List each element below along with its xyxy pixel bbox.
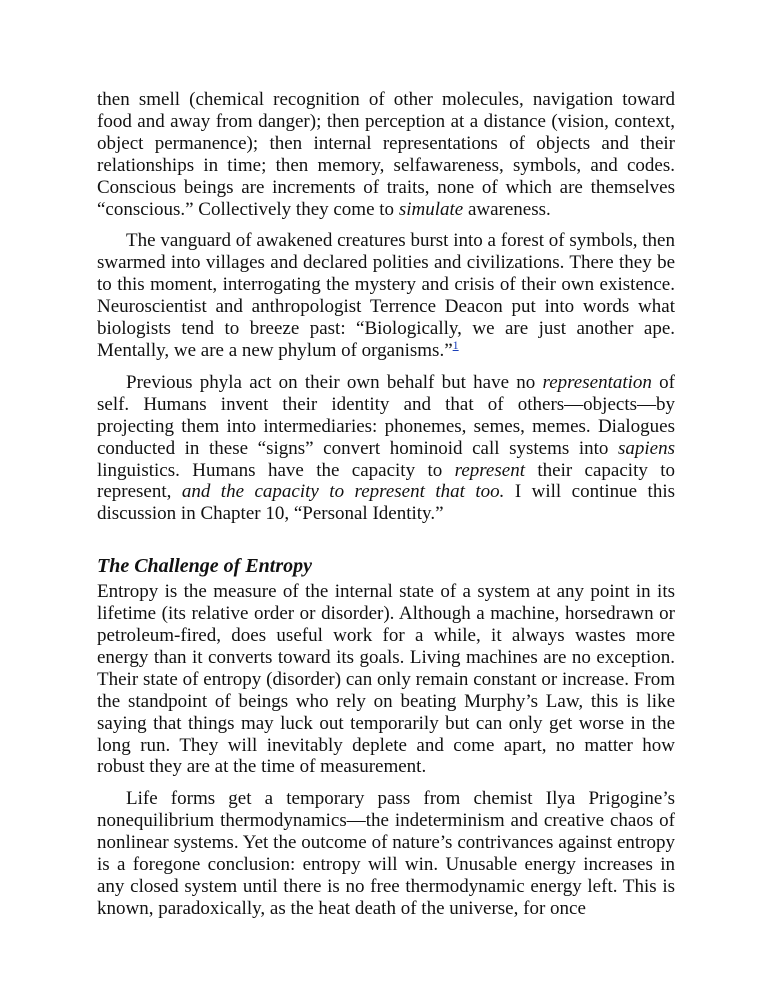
paragraph-text: The vanguard of awakened creatures burst into a forest of symbols, then swarmed into villages and declared polities and civilizations. There they be to this moment, interrogating the mystery and crisis of their own existence. Neuroscientist and anthropologist Terrence Deacon put into words what biologists tend to breeze past: “Biologically, we are just another ape. Mentally, we are a new phylum of organisms.” xyxy=(97,230,675,361)
paragraph-life-forms: Life forms get a temporary pass from chemist Ilya Prigogine’s nonequilibrium thermodynamics—the indeterminism and creative chaos of nonlinear systems. Yet the outcome of nature’s contrivances against entropy is a foregone conclusion: entropy will win. Unusable energy increases in any closed system until there is no free thermodynamic energy left. This is known, paradoxically, as the heat death of the universe, for once xyxy=(97,788,675,919)
paragraph-text: linguistics. Humans have the capacity to xyxy=(97,459,455,481)
footnote-link[interactable]: 1 xyxy=(452,337,459,352)
paragraph-text: their capacity to represent, xyxy=(97,459,676,503)
paragraph-consciousness-traits xyxy=(97,89,675,220)
footnote-ref[interactable] xyxy=(453,336,459,353)
paragraph-text: I will continue this discussion in Chapter 10, “Personal Identity.” xyxy=(97,481,675,525)
emphasis-text: represent xyxy=(454,459,525,481)
emphasis-text: and the capacity to represent that too. xyxy=(181,481,505,503)
paragraph-text: of self. Humans invent their identity and that of others—objects—by projecting them into intermediaries: phonemes, semes, memes. Dialogues conducted in these “signs” convert hominoid call systems into xyxy=(97,371,675,459)
emphasis-text: sapiens xyxy=(618,437,675,459)
emphasis-text: simulate xyxy=(398,198,464,220)
section-heading: The Challenge of Entropy xyxy=(97,555,313,578)
paragraph-text: then smell (chemical recognition of other molecules, navigation toward food and away from danger); then perception at a distance (vision, context, object permanence); then internal representations of objects and their relationships in time; then memory, selfawareness, symbols, and codes. Conscious beings are increments of traits, none of which are themselves “conscious.” Collectively they come to xyxy=(97,89,675,220)
paragraph-previous-phyla xyxy=(97,372,675,525)
emphasis-text: representation xyxy=(542,371,652,393)
paragraph-text: Previous phyla act on their own behalf but have no xyxy=(126,371,543,393)
paragraph-vanguard xyxy=(97,230,675,361)
paragraph-text: awareness. xyxy=(463,198,551,220)
paragraph-entropy-definition: Entropy is the measure of the internal state of a system at any point in its lifetime (its relative order or disorder). Although a machine, horsedrawn or petroleum-fired, does useful work for a while, it always wastes more energy than it converts toward its goals. Living machines are no exception. Their state of entropy (disorder) can only remain constant or increase. From the standpoint of beings who rely on beating Murphy’s Law, this is like saying that things may luck out temporarily but can only get worse in the long run. They will inevitably deplete and come apart, no matter how robust they are at the time of measurement. xyxy=(97,581,675,778)
